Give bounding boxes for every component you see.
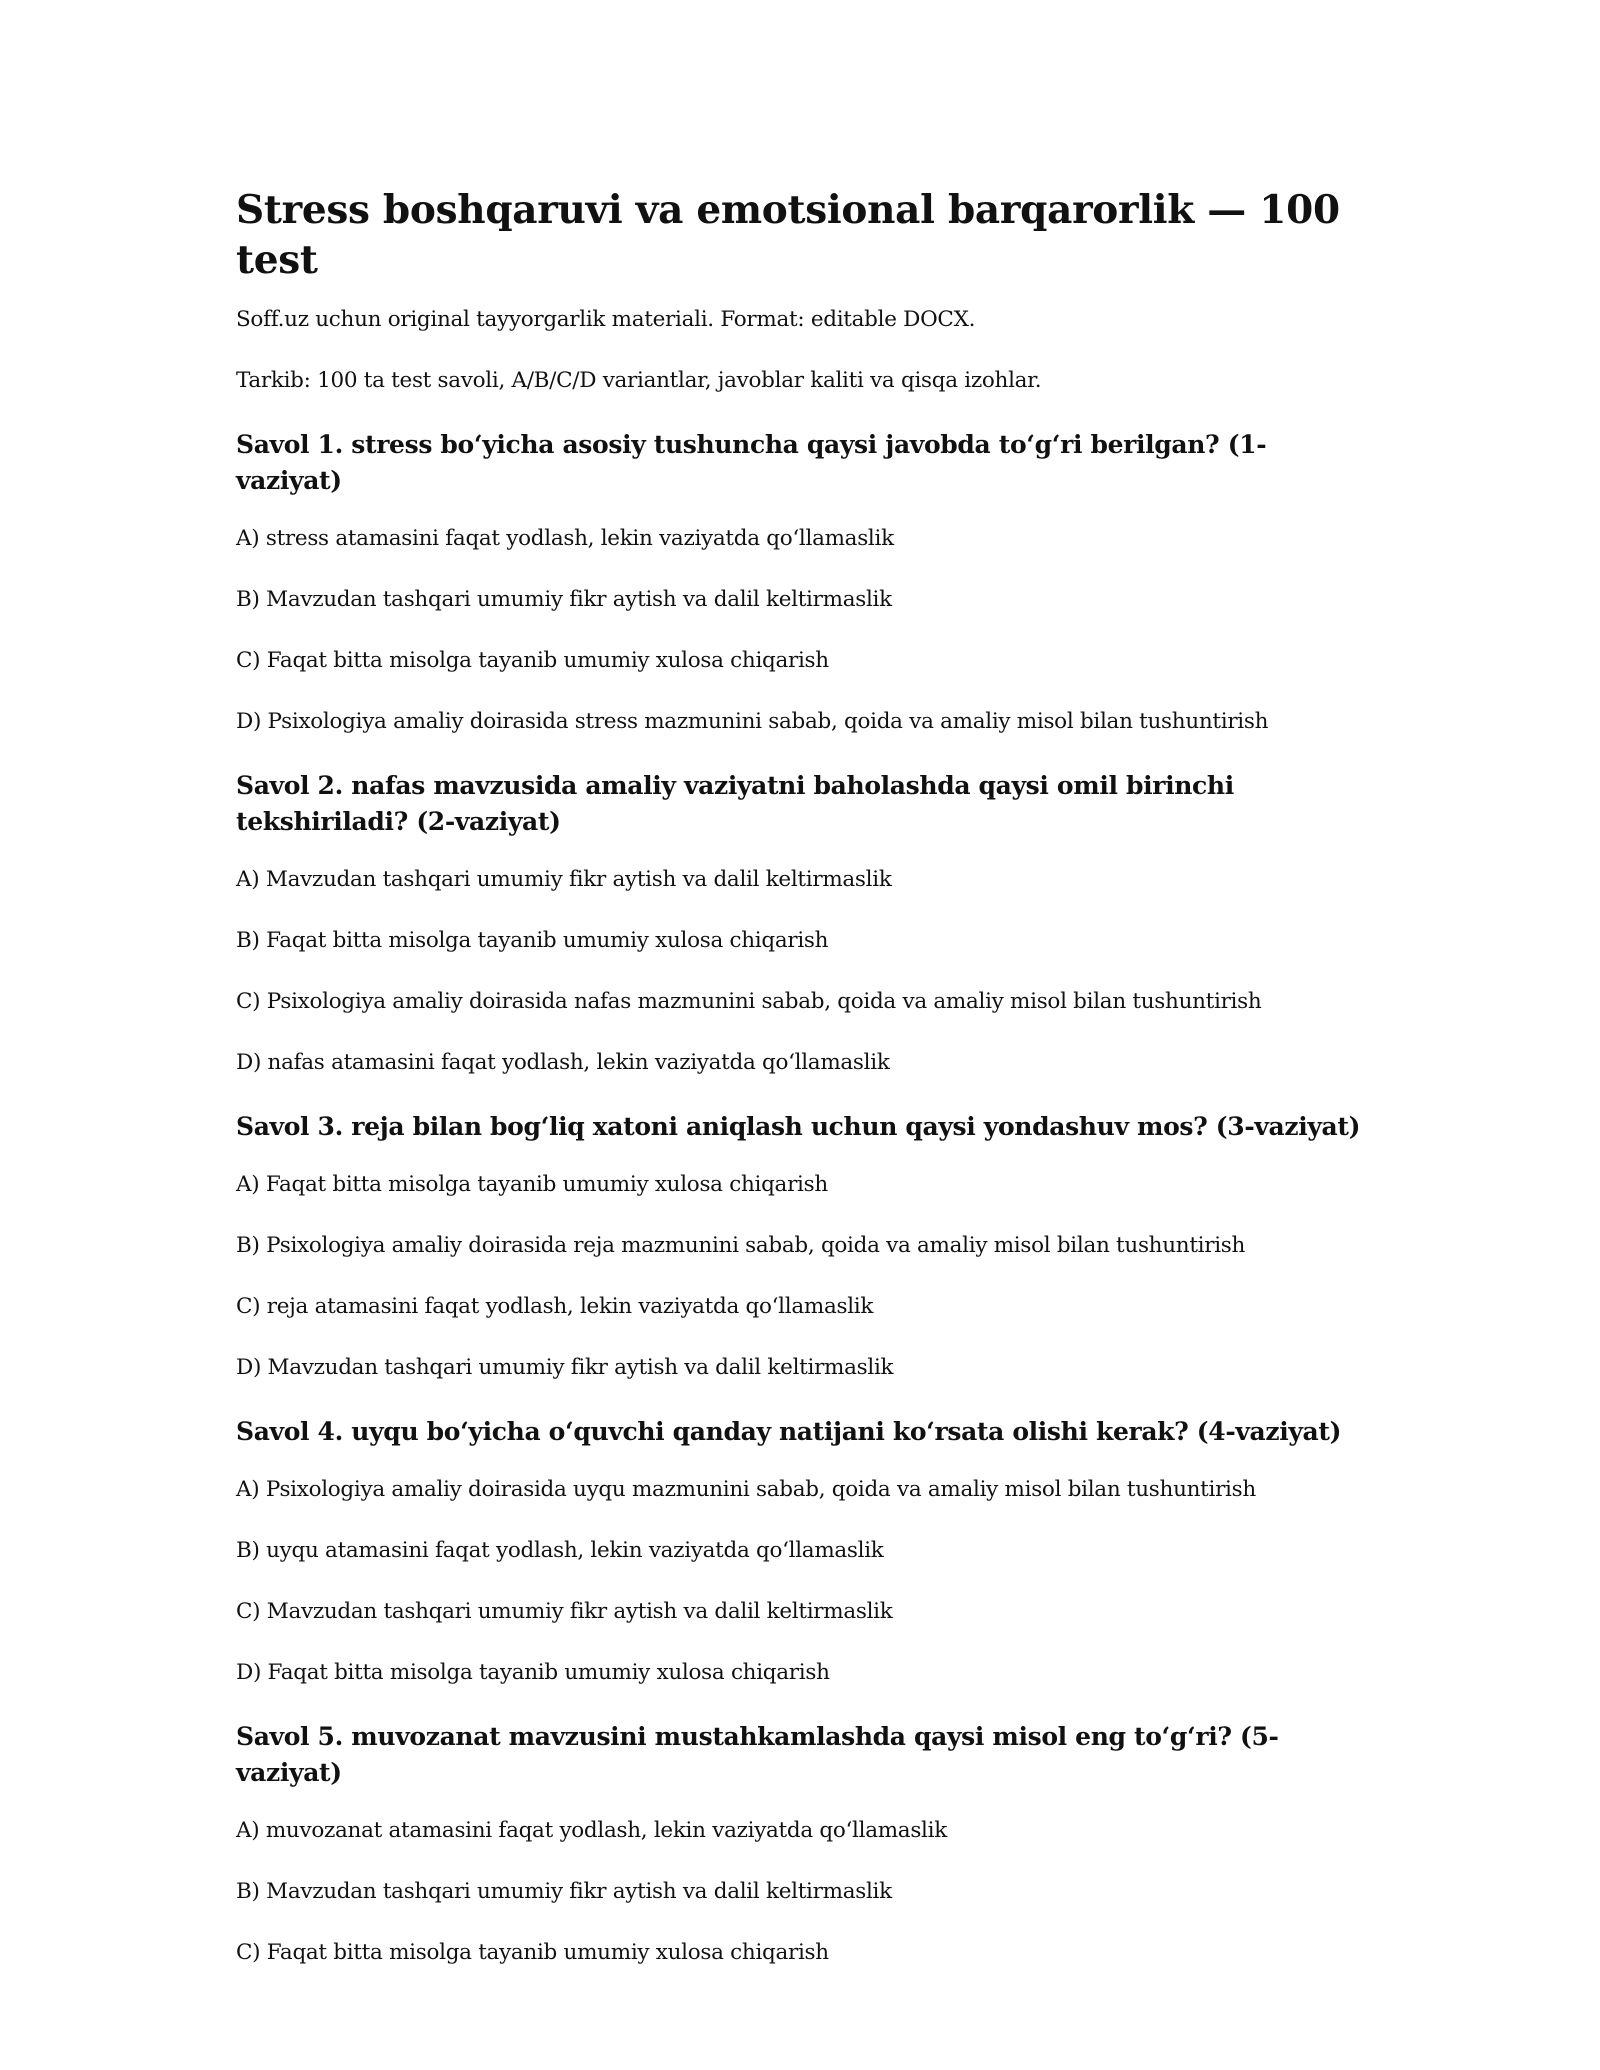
option-a: A) Psixologiya amaliy doirasida uyqu mazmunini sabab, qoida va amaliy misol bilan tushuntirish <box>236 1477 1256 1502</box>
option-b: B) Mavzudan tashqari umumiy fikr aytish va dalil keltirmaslik <box>236 1879 892 1904</box>
question-2 <box>236 768 1366 1078</box>
intro-format-line: Soff.uz uchun original tayyorgarlik materiali. Format: editable DOCX. <box>236 307 976 332</box>
option-c: C) Psixologiya amaliy doirasida nafas mazmunini sabab, qoida va amaliy misol bilan tushuntirish <box>236 989 1262 1014</box>
document-page <box>236 185 1366 1999</box>
option-a: A) Mavzudan tashqari umumiy fikr aytish va dalil keltirmaslik <box>236 867 892 892</box>
option-c: C) Faqat bitta misolga tayanib umumiy xulosa chiqarish <box>236 648 829 673</box>
document-title: Stress boshqaruvi va emotsional barqarorlik — 100 test <box>236 187 1340 283</box>
option-d: D) nafas atamasini faqat yodlash, lekin vaziyatda qo‘llamaslik <box>236 1050 890 1075</box>
option-c: C) Faqat bitta misolga tayanib umumiy xulosa chiqarish <box>236 1940 829 1965</box>
question-text: Savol 2. nafas mavzusida amaliy vaziyatni baholashda qaysi omil birinchi tekshiriladi? (2-vaziyat) <box>236 771 1234 836</box>
option-c: C) reja atamasini faqat yodlash, lekin vaziyatda qo‘llamaslik <box>236 1294 874 1319</box>
option-a: A) muvozanat atamasini faqat yodlash, lekin vaziyatda qo‘llamaslik <box>236 1818 947 1843</box>
option-c: C) Mavzudan tashqari umumiy fikr aytish va dalil keltirmaslik <box>236 1599 893 1624</box>
option-a: A) stress atamasini faqat yodlash, lekin vaziyatda qo‘llamaslik <box>236 526 894 551</box>
option-b: B) Faqat bitta misolga tayanib umumiy xulosa chiqarish <box>236 928 829 953</box>
option-d: D) Psixologiya amaliy doirasida stress mazmunini sabab, qoida va amaliy misol bilan tushuntirish <box>236 709 1269 734</box>
option-a: A) Faqat bitta misolga tayanib umumiy xulosa chiqarish <box>236 1172 828 1197</box>
option-b: B) uyqu atamasini faqat yodlash, lekin vaziyatda qo‘llamaslik <box>236 1538 884 1563</box>
question-text: Savol 4. uyqu bo‘yicha o‘quvchi qanday natijani ko‘rsata olishi kerak? (4-vaziyat) <box>236 1417 1342 1446</box>
question-text: Savol 5. muvozanat mavzusini mustahkamlashda qaysi misol eng to‘g‘ri? (5-vaziyat) <box>236 1722 1279 1787</box>
question-1 <box>236 427 1366 737</box>
question-3 <box>236 1109 1366 1383</box>
question-5 <box>236 1719 1366 1968</box>
option-d: D) Faqat bitta misolga tayanib umumiy xulosa chiqarish <box>236 1660 830 1685</box>
question-text: Savol 3. reja bilan bog‘liq xatoni aniqlash uchun qaysi yondashuv mos? (3-vaziyat) <box>236 1112 1361 1141</box>
option-b: B) Psixologiya amaliy doirasida reja mazmunini sabab, qoida va amaliy misol bilan tushuntirish <box>236 1233 1246 1258</box>
option-b: B) Mavzudan tashqari umumiy fikr aytish va dalil keltirmaslik <box>236 587 892 612</box>
question-text: Savol 1. stress bo‘yicha asosiy tushuncha qaysi javobda to‘g‘ri berilgan? (1-vaziyat) <box>236 430 1267 495</box>
option-d: D) Mavzudan tashqari umumiy fikr aytish va dalil keltirmaslik <box>236 1355 894 1380</box>
intro-contents-line: Tarkib: 100 ta test savoli, A/B/C/D variantlar, javoblar kaliti va qisqa izohlar. <box>236 368 1042 393</box>
question-4 <box>236 1414 1366 1688</box>
